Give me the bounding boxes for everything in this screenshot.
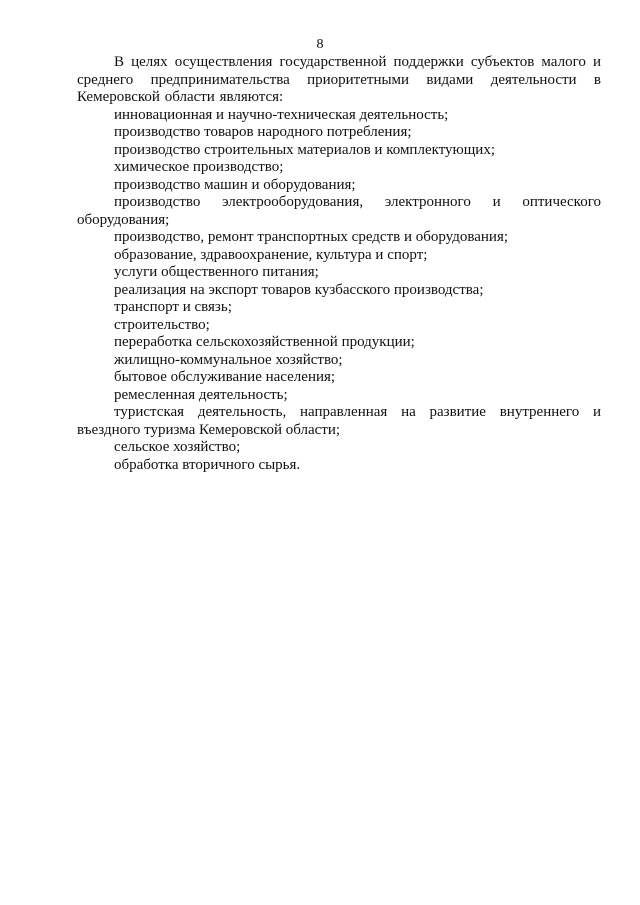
list-item-tourism: туристская деятельность, направленная на развитие внутреннего и въездного туризма Кемеровской области;	[77, 404, 601, 438]
list-item-building-materials: производство строительных материалов и комплектующих;	[114, 141, 496, 158]
priority-activities-list	[77, 107, 601, 475]
list-item-construction: строительство;	[114, 316, 210, 333]
list-item-catering: услуги общественного питания;	[114, 264, 319, 280]
list-item-chemical: химическое производство;	[114, 159, 284, 175]
list-item-vehicles: производство, ремонт транспортных средств и оборудования;	[114, 229, 509, 245]
intro-paragraph: В целях осуществления государственной поддержки субъектов малого и среднего предпринимательства приоритетными видами деятельности в Кемеровской области являются:	[77, 54, 601, 105]
list-item-electrical-equipment: производство электрооборудования, электронного и оптического оборудования;	[77, 194, 601, 228]
list-item-consumer-services: бытовое обслуживание населения;	[114, 369, 336, 385]
list-item-education-health: образование, здравоохранение, культура и спорт;	[114, 246, 428, 263]
list-item-housing-utilities: жилищно-коммунальное хозяйство;	[114, 351, 343, 368]
list-item-transport: транспорт и связь;	[114, 299, 232, 315]
list-item-agri-processing: переработка сельскохозяйственной продукции;	[114, 334, 415, 350]
list-item-machinery: производство машин и оборудования;	[114, 176, 356, 193]
list-item-export: реализация на экспорт товаров кузбасского производства;	[114, 281, 484, 298]
document-body	[77, 54, 601, 474]
list-item-agriculture: сельское хозяйство;	[114, 439, 241, 455]
list-item-crafts: ремесленная деятельность;	[114, 386, 288, 403]
list-item-innovation: инновационная и научно-техническая деятельность;	[114, 106, 449, 123]
list-item-recycling: обработка вторичного сырья.	[114, 456, 301, 473]
page-number: 8	[316, 37, 324, 52]
list-item-consumer-goods: производство товаров народного потребления;	[114, 124, 412, 140]
